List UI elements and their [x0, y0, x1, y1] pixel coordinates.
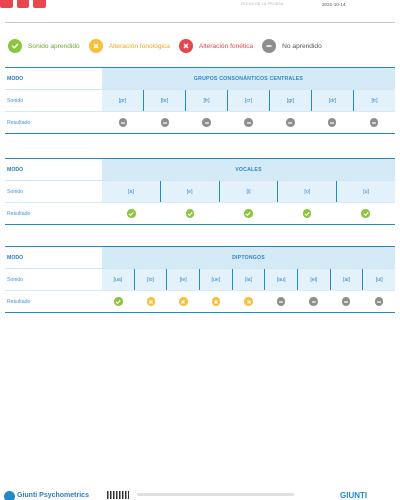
result-cell — [135, 291, 168, 312]
result-cell — [102, 291, 135, 312]
x-icon — [147, 297, 156, 306]
check-icon — [361, 209, 370, 218]
minus-icon — [161, 118, 170, 127]
sound-cell: [fr] — [185, 90, 227, 111]
result-cell — [232, 291, 265, 312]
section-diptongos — [5, 246, 395, 313]
test-date-value: 2021-10-14 — [322, 1, 346, 7]
test-logo — [0, 0, 60, 8]
result-row — [102, 203, 395, 224]
minus-icon — [370, 118, 379, 127]
minus-icon — [342, 297, 351, 306]
sound-cell: [gr] — [269, 90, 311, 111]
check-icon — [114, 297, 123, 306]
minus-icon — [244, 118, 253, 127]
legend-label: Sonido aprendido — [28, 42, 80, 50]
result-cell — [330, 291, 363, 312]
sound-cell: [o] — [277, 181, 336, 202]
result-cell — [200, 291, 233, 312]
sound-cell: [dr] — [311, 90, 353, 111]
sound-cell: [tr] — [353, 90, 395, 111]
x-icon — [179, 39, 193, 53]
modo-label: MODO — [7, 166, 24, 173]
qr-code-icon — [107, 491, 129, 499]
section-title: DIPTONGOS — [102, 247, 395, 268]
minus-icon — [286, 118, 295, 127]
check-icon — [8, 39, 22, 53]
publisher-logo-icon — [4, 491, 15, 500]
result-cell — [102, 203, 161, 224]
legend-label: Alteración fonológica — [108, 42, 170, 50]
minus-icon — [328, 118, 337, 127]
check-icon — [127, 209, 136, 218]
sound-cell: [ie] — [166, 269, 199, 290]
sonido-label: Sonido — [7, 188, 24, 195]
copyright-fine-print — [137, 493, 294, 496]
legend-label: Alteración fonética — [198, 42, 254, 50]
result-cell — [363, 291, 396, 312]
sonido-label: Sonido — [7, 97, 24, 104]
legend-item-phonetic — [179, 39, 253, 53]
sound-cell: [io] — [134, 269, 167, 290]
section-vocales — [5, 158, 395, 225]
sonido-label: Sonido — [7, 276, 24, 283]
modo-label: MODO — [7, 75, 24, 82]
sound-cell: [ai] — [330, 269, 363, 290]
legend-item-learned — [8, 39, 80, 53]
sound-cell: [u] — [336, 181, 395, 202]
sound-cell: [e] — [160, 181, 219, 202]
footer-brand: Giunti Psychometrics — [17, 492, 89, 499]
legend-item-not-learned — [262, 39, 322, 53]
result-cell — [278, 203, 337, 224]
section-grupos-consonanticos — [5, 67, 395, 134]
minus-icon — [375, 297, 384, 306]
sound-cell: [pr] — [102, 90, 143, 111]
result-cell — [269, 112, 311, 133]
sound-cell: [cr] — [227, 90, 269, 111]
result-cell — [297, 291, 330, 312]
result-cell — [265, 291, 298, 312]
legend-item-phonological — [89, 39, 170, 53]
result-cell — [311, 112, 353, 133]
check-icon — [186, 209, 195, 218]
result-cell — [228, 112, 270, 133]
section-title: GRUPOS CONSONÁNTICOS CENTRALES — [102, 68, 395, 89]
x-icon — [89, 39, 103, 53]
x-icon — [179, 297, 188, 306]
result-cell — [161, 203, 220, 224]
result-row — [102, 291, 395, 312]
resultado-label: Resultado — [7, 119, 31, 126]
result-cell — [102, 112, 144, 133]
result-cell — [144, 112, 186, 133]
result-row — [102, 112, 395, 133]
check-icon — [303, 209, 312, 218]
x-icon — [244, 297, 253, 306]
check-icon — [244, 209, 253, 218]
sound-cell: [au] — [264, 269, 297, 290]
sound-row — [102, 269, 395, 290]
footer-publisher: GIUNTI — [340, 491, 368, 500]
minus-icon — [277, 297, 286, 306]
sound-row — [102, 181, 395, 202]
sound-cell: [br] — [143, 90, 185, 111]
result-cell — [353, 112, 395, 133]
result-cell — [186, 112, 228, 133]
resultado-label: Resultado — [7, 210, 31, 217]
header-divider — [5, 22, 395, 23]
status-legend — [8, 38, 331, 54]
modo-label: MODO — [7, 254, 24, 261]
minus-icon — [202, 118, 211, 127]
sound-cell: [ui] — [362, 269, 395, 290]
sound-cell: [i] — [219, 181, 278, 202]
section-title: VOCALES — [102, 159, 395, 180]
sound-cell: [ei] — [297, 269, 330, 290]
sound-row — [102, 90, 395, 111]
sound-cell: [ua] — [102, 269, 134, 290]
result-cell — [336, 203, 395, 224]
result-cell — [167, 291, 200, 312]
test-date-label: FECHA DE LA PRUEBA — [241, 2, 284, 6]
sound-cell: [ue] — [199, 269, 232, 290]
x-icon — [212, 297, 221, 306]
minus-icon — [262, 39, 276, 53]
minus-icon — [119, 118, 128, 127]
minus-icon — [309, 297, 318, 306]
legend-label: No aprendido — [282, 42, 322, 50]
resultado-label: Resultado — [7, 298, 31, 305]
sound-cell: [ia] — [232, 269, 265, 290]
result-cell — [219, 203, 278, 224]
sound-cell: [a] — [102, 181, 160, 202]
page-footer — [0, 487, 400, 500]
